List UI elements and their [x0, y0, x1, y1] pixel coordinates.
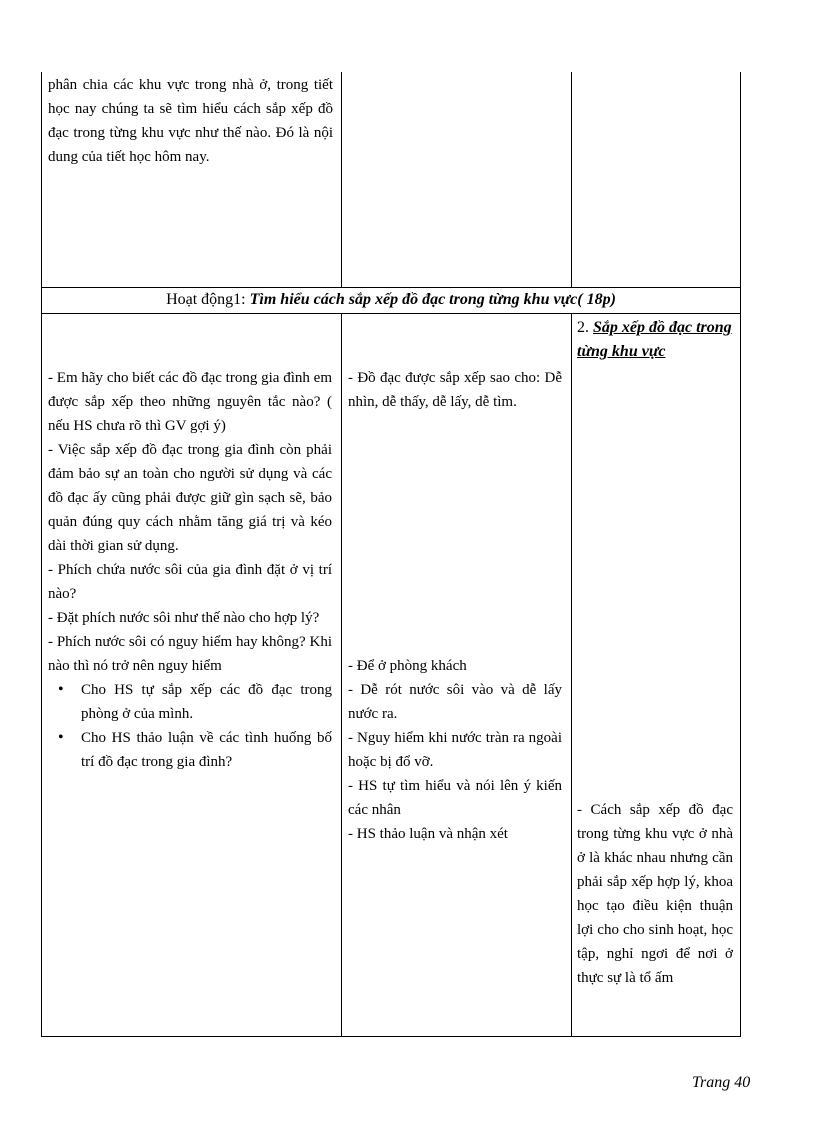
- row-divider-mid: [41, 313, 741, 314]
- teacher-column: [48, 366, 332, 774]
- activity-title: Tìm hiểu cách sắp xếp đồ đạc trong từng khu vực( 18p): [249, 291, 616, 308]
- teacher-bullet-list: [48, 678, 332, 774]
- teacher-bullet: • Cho HS thảo luận về các tình huống bố trí đồ đạc trong gia đình?: [48, 726, 332, 774]
- teacher-bullet: • Cho HS tự sắp xếp các đồ đạc trong phòng ở của mình.: [48, 678, 332, 726]
- table-border-bottom: [41, 1036, 741, 1037]
- column-divider-1: [341, 72, 342, 287]
- section-number: 2.: [577, 319, 593, 336]
- section-title: Sắp xếp đồ đạc trong từng khu vực: [577, 319, 732, 360]
- teacher-paragraph: - Em hãy cho biết các đồ đạc trong gia đình em được sắp xếp theo những nguyên tắc nào? ( nếu HS chưa rõ thì GV gợi ý): [48, 370, 332, 434]
- student-answer: - Dễ rót nước sôi vào và dễ lấy nước ra.: [348, 682, 562, 722]
- student-first-answer: - Đồ đạc được sắp xếp sao cho: Dễ nhìn, dễ thấy, dễ lấy, dễ tìm.: [348, 370, 562, 410]
- teacher-paragraph: - Việc sắp xếp đồ đạc trong gia đình còn phải đảm bảo sự an toàn cho người sử dụng và các đồ đạc ấy cũng phải được giữ gìn sạch sẽ, bảo quản đúng quy cách nhằm tăng giá trị và kéo dài thời gian sử dụng.: [48, 442, 332, 554]
- column-divider-2b: [571, 313, 572, 1037]
- column-divider-1b: [341, 313, 342, 1037]
- intro-text: phân chia các khu vực trong nhà ở, trong tiết học nay chúng ta sẽ tìm hiểu cách sắp xếp đồ đạc trong từng khu vực như thế nào. Đó là nội dung của tiết học hôm nay.: [48, 77, 333, 165]
- table-border-left: [41, 72, 42, 1037]
- student-answer: - Nguy hiểm khi nước tràn ra ngoài hoặc bị đổ vỡ.: [348, 730, 562, 770]
- activity-heading: [42, 287, 740, 313]
- teacher-paragraph: - Phích chứa nước sôi của gia đình đặt ở vị trí nào?: [48, 562, 332, 602]
- page-number: Trang 40: [692, 1074, 751, 1091]
- student-answer: - Để ở phòng khách: [348, 658, 467, 674]
- student-answer: - HS tự tìm hiểu và nói lên ý kiến các nhân: [348, 778, 562, 818]
- section-heading: [577, 316, 737, 364]
- student-answers: [348, 654, 562, 846]
- column-divider-2: [571, 72, 572, 287]
- activity-prefix: Hoạt động1:: [166, 291, 250, 308]
- content-summary: - Cách sắp xếp đồ đạc trong từng khu vực ở nhà ở là khác nhau nhưng cần phải sắp xếp hợp lý, khoa học tạo điều kiện thuận lợi cho cho sinh hoạt, học tập, nghỉ ngơi để nơi ở thực sự là tổ ấm: [577, 802, 733, 986]
- teacher-paragraph: - Phích nước sôi có nguy hiểm hay không? Khi nào thì nó trở nên nguy hiểm: [48, 634, 332, 674]
- table-border-right: [740, 72, 741, 1037]
- student-answer: - HS thảo luận và nhận xét: [348, 826, 508, 842]
- teacher-paragraph: - Đặt phích nước sôi như thế nào cho hợp lý?: [48, 610, 320, 626]
